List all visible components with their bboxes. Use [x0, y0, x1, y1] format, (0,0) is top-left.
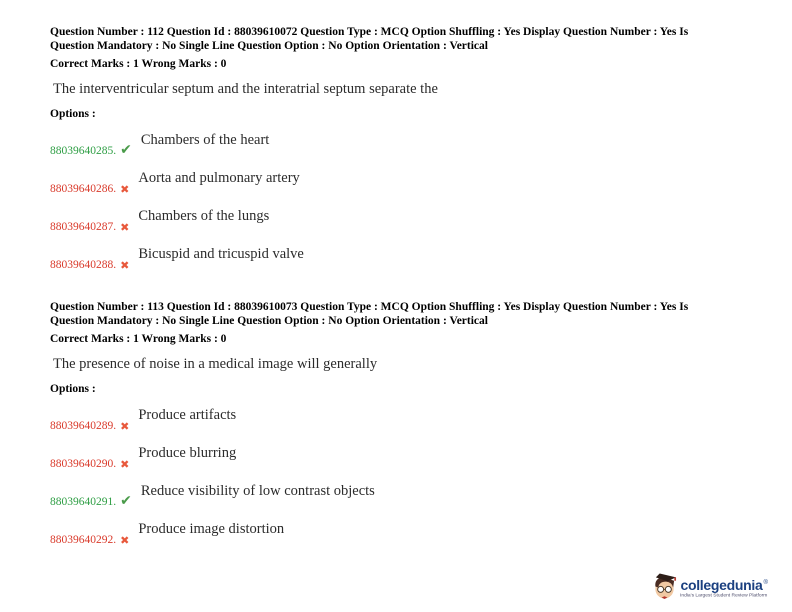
option-text: Bicuspid and tricuspid valve [138, 246, 304, 262]
option-text: Chambers of the lungs [138, 208, 270, 224]
question-meta [50, 26, 752, 53]
option-id: 88039640292. [50, 534, 117, 546]
question-meta [50, 301, 752, 328]
option-id: 88039640286. [50, 183, 117, 195]
question-text: The presence of noise in a medical image will generally [53, 356, 378, 372]
option-text: Reduce visibility of low contrast objects [140, 483, 375, 499]
option-row [50, 168, 752, 195]
logo-text-column [680, 578, 787, 599]
options-list [50, 405, 752, 546]
options-label: Options : [50, 108, 96, 120]
option-row [50, 130, 752, 157]
correct-check-icon: ✔ [120, 142, 132, 158]
logo-tagline: India's Largest Student Review Platform [680, 593, 768, 598]
option-text: Produce blurring [138, 445, 237, 461]
option-row [50, 519, 752, 546]
question-113-block [50, 301, 752, 546]
wrong-cross-icon: ✖ [120, 420, 130, 433]
option-text: Produce artifacts [138, 407, 237, 423]
option-id: 88039640287. [50, 221, 117, 233]
question-meta-line2: Question Mandatory : No Single Line Question Option : No Option Orientation : Vertical [50, 39, 488, 52]
options-label: Options : [50, 383, 96, 395]
collegedunia-logo [652, 572, 787, 605]
wrong-cross-icon: ✖ [120, 534, 130, 547]
option-id: 88039640288. [50, 259, 117, 271]
mascot-icon [652, 572, 677, 605]
wrong-cross-icon: ✖ [120, 458, 130, 471]
option-row [50, 481, 752, 508]
question-meta-line1: Question Number : 113 Question Id : 88039610073 Question Type : MCQ Option Shuffling : Yes Display Question Number : Yes Is [50, 301, 689, 313]
question-meta-line2: Question Mandatory : No Single Line Question Option : No Option Orientation : Vertical [50, 314, 488, 327]
option-id: 88039640289. [50, 420, 117, 432]
option-row [50, 443, 752, 470]
logo-wordmark: collegedunia [680, 577, 763, 593]
question-marks: Correct Marks : 1 Wrong Marks : 0 [50, 58, 227, 70]
option-row [50, 405, 752, 432]
wrong-cross-icon: ✖ [120, 183, 130, 196]
correct-check-icon: ✔ [120, 493, 132, 509]
question-text: The interventricular septum and the interatrial septum separate the [53, 81, 438, 97]
question-112-block [50, 26, 752, 271]
option-id: 88039640290. [50, 458, 117, 470]
options-list [50, 130, 752, 271]
option-row [50, 206, 752, 233]
wrong-cross-icon: ✖ [120, 221, 130, 234]
question-marks: Correct Marks : 1 Wrong Marks : 0 [50, 333, 227, 345]
option-row [50, 244, 752, 271]
option-text: Produce image distortion [138, 521, 285, 537]
wrong-cross-icon: ✖ [120, 259, 130, 272]
option-id: 88039640291. [50, 496, 117, 508]
option-id: 88039640285. [50, 145, 117, 157]
option-text: Chambers of the heart [140, 132, 270, 148]
registered-trademark-icon: ® [763, 580, 768, 586]
question-meta-line1: Question Number : 112 Question Id : 88039610072 Question Type : MCQ Option Shuffling : Yes Display Question Number : Yes Is [50, 26, 689, 38]
option-text: Aorta and pulmonary artery [138, 170, 300, 186]
